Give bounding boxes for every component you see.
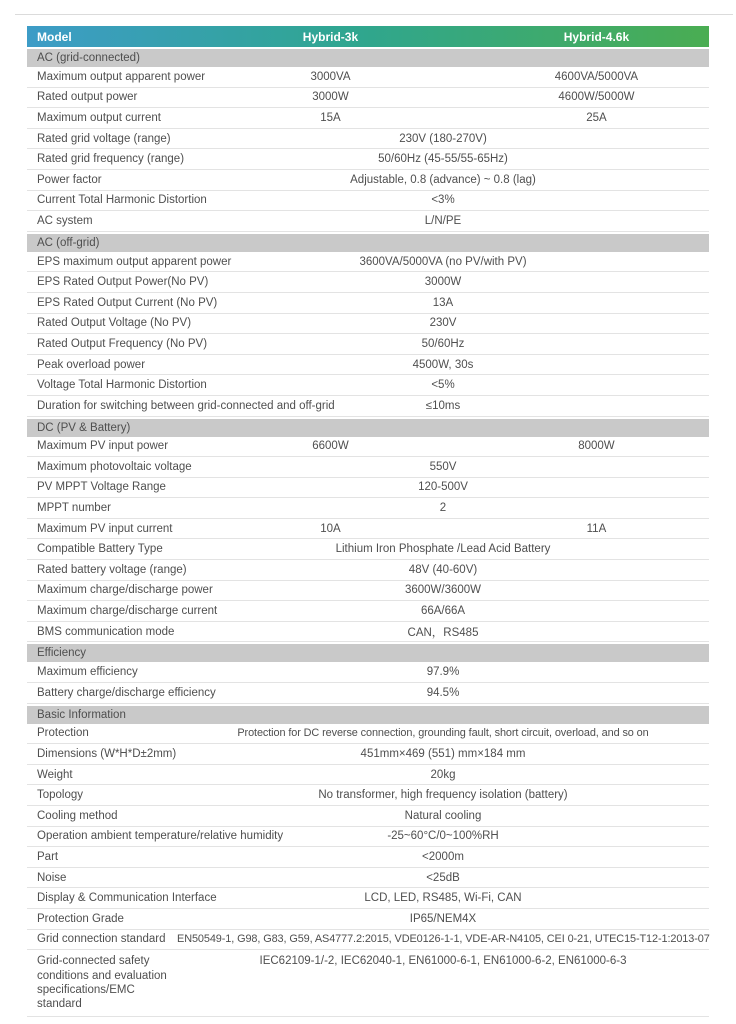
spec-value-hybrid-3k: 15A (320, 111, 341, 124)
spec-row (27, 293, 709, 314)
spec-row (27, 785, 709, 806)
spec-value-shared: 2 (439, 502, 447, 515)
spec-row (27, 950, 709, 1017)
spec-value-shared: 230V (429, 317, 457, 330)
spec-label: Protection (37, 727, 89, 740)
spec-value-shared: 94.5% (426, 686, 460, 699)
spec-row (27, 355, 709, 376)
spec-row (27, 622, 709, 643)
spec-label: EPS maximum output apparent power (37, 255, 232, 268)
spec-value-shared: <2000m (422, 850, 464, 863)
spec-row (27, 272, 709, 293)
spec-label: Maximum photovoltaic voltage (37, 460, 192, 473)
spec-label: EPS Rated Output Power(No PV) (37, 276, 209, 289)
spec-label: EPS Rated Output Current (No PV) (37, 296, 218, 309)
spec-row (27, 191, 709, 212)
spec-value-shared: 550V (429, 460, 457, 473)
spec-value-shared: <25dB (426, 871, 460, 884)
spec-label: Maximum output current (37, 111, 161, 124)
spec-row (27, 662, 709, 683)
spec-value-shared: 451mm×469 (551) mm×184 mm (360, 748, 526, 761)
spec-value-hybrid-3k: 3000VA (310, 70, 351, 83)
spec-value-shared: 4500W, 30s (412, 358, 474, 371)
spec-label: Weight (37, 768, 73, 781)
spec-value-shared: No transformer, high frequency isolation (battery) (318, 789, 568, 802)
spec-label: Rated grid voltage (range) (37, 132, 171, 145)
spec-row (27, 334, 709, 355)
spec-row (27, 601, 709, 622)
spec-label: MPPT number (37, 502, 111, 515)
spec-value-hybrid-4-6k: 4600W/5000W (558, 91, 635, 104)
spec-row (27, 149, 709, 170)
spec-row (27, 396, 709, 417)
spec-row (27, 437, 709, 458)
spec-label: Protection Grade (37, 912, 124, 925)
spec-label: Noise (37, 871, 67, 884)
spec-row (27, 724, 709, 745)
spec-value-shared: <5% (431, 379, 455, 392)
spec-value-shared: 13A (432, 296, 454, 309)
spec-value-shared: IEC62109-1/-2, IEC62040-1, EN61000-6-1, EN61000-6-2, EN61000-6-3 (259, 955, 627, 968)
spec-label: Battery charge/discharge efficiency (37, 686, 216, 699)
spec-value-shared: 3600W/3600W (404, 584, 482, 597)
spec-label: Dimensions (W*H*D±2mm) (37, 748, 177, 761)
spec-row (27, 909, 709, 930)
spec-label: Cooling method (37, 809, 118, 822)
spec-row (27, 683, 709, 704)
spec-row (27, 252, 709, 273)
spec-value-hybrid-4-6k: 11A (586, 522, 607, 535)
spec-value-hybrid-3k: 10A (320, 522, 341, 535)
spec-label: Display & Communication Interface (37, 892, 217, 905)
spec-value-shared: Adjustable, 0.8 (advance) ~ 0.8 (lag) (350, 173, 536, 186)
spec-row (27, 888, 709, 909)
spec-value-shared: 120-500V (418, 481, 468, 494)
spec-label: Voltage Total Harmonic Distortion (37, 379, 207, 392)
spec-label: Maximum output apparent power (37, 70, 206, 83)
spec-label: Topology (37, 789, 84, 802)
spec-label: BMS communication mode (37, 625, 175, 638)
spec-row (27, 581, 709, 602)
spec-row (27, 539, 709, 560)
spec-label: PV MPPT Voltage Range (37, 481, 166, 494)
spec-row (27, 765, 709, 786)
spec-value-shared: 66A/66A (420, 605, 466, 618)
spec-row (27, 375, 709, 396)
spec-value-hybrid-4-6k: 8000W (578, 440, 615, 453)
spec-row (27, 108, 709, 129)
spec-value-shared: <3% (431, 194, 455, 207)
spec-label: Rated output power (37, 91, 138, 104)
spec-label: Maximum charge/discharge power (37, 584, 213, 597)
spec-row (27, 478, 709, 499)
spec-row (27, 930, 709, 951)
spec-row (27, 744, 709, 765)
sections-container (27, 49, 709, 1017)
spec-value-shared: LCD, LED, RS485, Wi-Fi, CAN (364, 892, 522, 905)
spec-row (27, 519, 709, 540)
spec-row (27, 170, 709, 191)
spec-label: Maximum PV input current (37, 522, 173, 535)
spec-value-hybrid-4-6k: 4600VA/5000VA (554, 70, 639, 83)
section-header: Efficiency (27, 644, 709, 662)
section-header: DC (PV & Battery) (27, 419, 709, 437)
header-model-label: Model (37, 29, 72, 44)
spec-row (27, 847, 709, 868)
spec-label: Operation ambient temperature/relative humidity (37, 830, 284, 843)
spec-row (27, 67, 709, 88)
spec-value-shared: ≤10ms (425, 399, 461, 412)
spec-value-shared: 48V (40-60V) (408, 563, 478, 576)
spec-value-shared: L/N/PE (424, 214, 462, 227)
spec-label: Power factor (37, 173, 102, 186)
section-header: AC (grid-connected) (27, 49, 709, 67)
spec-row (27, 88, 709, 109)
spec-label: Grid connection standard (37, 933, 166, 946)
table-header-row (27, 26, 709, 47)
spec-value-shared: CAN，RS485 (407, 626, 479, 639)
top-divider (15, 14, 733, 15)
spec-value-shared: EN50549-1, G98, G83, G59, AS4777.2:2015, VDE0126-1-1, VDE-AR-N4105, CEI 0-21, UTEC15-T12-1:2013-07 (177, 933, 710, 946)
spec-label: Rated battery voltage (range) (37, 563, 187, 576)
section-header: Basic Information (27, 706, 709, 724)
spec-label: Grid-connected safety conditions and evaluation specifications/EMC standard (37, 955, 167, 1011)
spec-label: Compatible Battery Type (37, 543, 163, 556)
spec-value-shared: IP65/NEM4X (409, 912, 477, 925)
spec-label: Maximum charge/discharge current (37, 605, 218, 618)
spec-value-shared: Protection for DC reverse connection, grounding fault, short circuit, overload, and so on (237, 727, 649, 740)
spec-value-shared: 3000W (424, 276, 462, 289)
spec-label: AC system (37, 214, 93, 227)
spec-row (27, 560, 709, 581)
section-header: AC (off-grid) (27, 234, 709, 252)
spec-value-shared: Natural cooling (404, 809, 482, 822)
spec-value-hybrid-3k: 3000W (312, 91, 349, 104)
spec-value-shared: -25~60°C/0~100%RH (387, 830, 499, 843)
spec-value-shared: 97.9% (426, 666, 460, 679)
spec-value-shared: 50/60Hz (421, 337, 465, 350)
header-column-hybrid-4-6k: Hybrid-4.6k (563, 29, 630, 44)
spec-row (27, 457, 709, 478)
spec-value-shared: Lithium Iron Phosphate /Lead Acid Battery (335, 543, 551, 556)
spec-label: Current Total Harmonic Distortion (37, 194, 207, 207)
spec-row (27, 827, 709, 848)
spec-row (27, 129, 709, 150)
spec-label: Duration for switching between grid-connected and off-grid (37, 399, 335, 412)
spec-label: Peak overload power (37, 358, 146, 371)
header-column-hybrid-3k: Hybrid-3k (302, 29, 359, 44)
spec-value-shared: 50/60Hz (45-55/55-65Hz) (378, 153, 508, 166)
spec-value-shared: 3600VA/5000VA (no PV/with PV) (359, 255, 527, 268)
spec-row (27, 498, 709, 519)
spec-label: Maximum efficiency (37, 666, 138, 679)
spec-label: Rated grid frequency (range) (37, 153, 185, 166)
spec-label: Part (37, 850, 59, 863)
spec-row (27, 806, 709, 827)
spec-table (27, 26, 709, 1017)
spec-value-hybrid-3k: 6600W (312, 440, 349, 453)
spec-row (27, 211, 709, 232)
spec-label: Rated Output Voltage (No PV) (37, 317, 192, 330)
spec-label: Rated Output Frequency (No PV) (37, 337, 208, 350)
spec-value-hybrid-4-6k: 25A (586, 111, 607, 124)
spec-value-shared: 20kg (430, 768, 456, 781)
spec-row (27, 314, 709, 335)
spec-label: Maximum PV input power (37, 440, 169, 453)
spec-value-shared: 230V (180-270V) (399, 132, 487, 145)
spec-row (27, 868, 709, 889)
